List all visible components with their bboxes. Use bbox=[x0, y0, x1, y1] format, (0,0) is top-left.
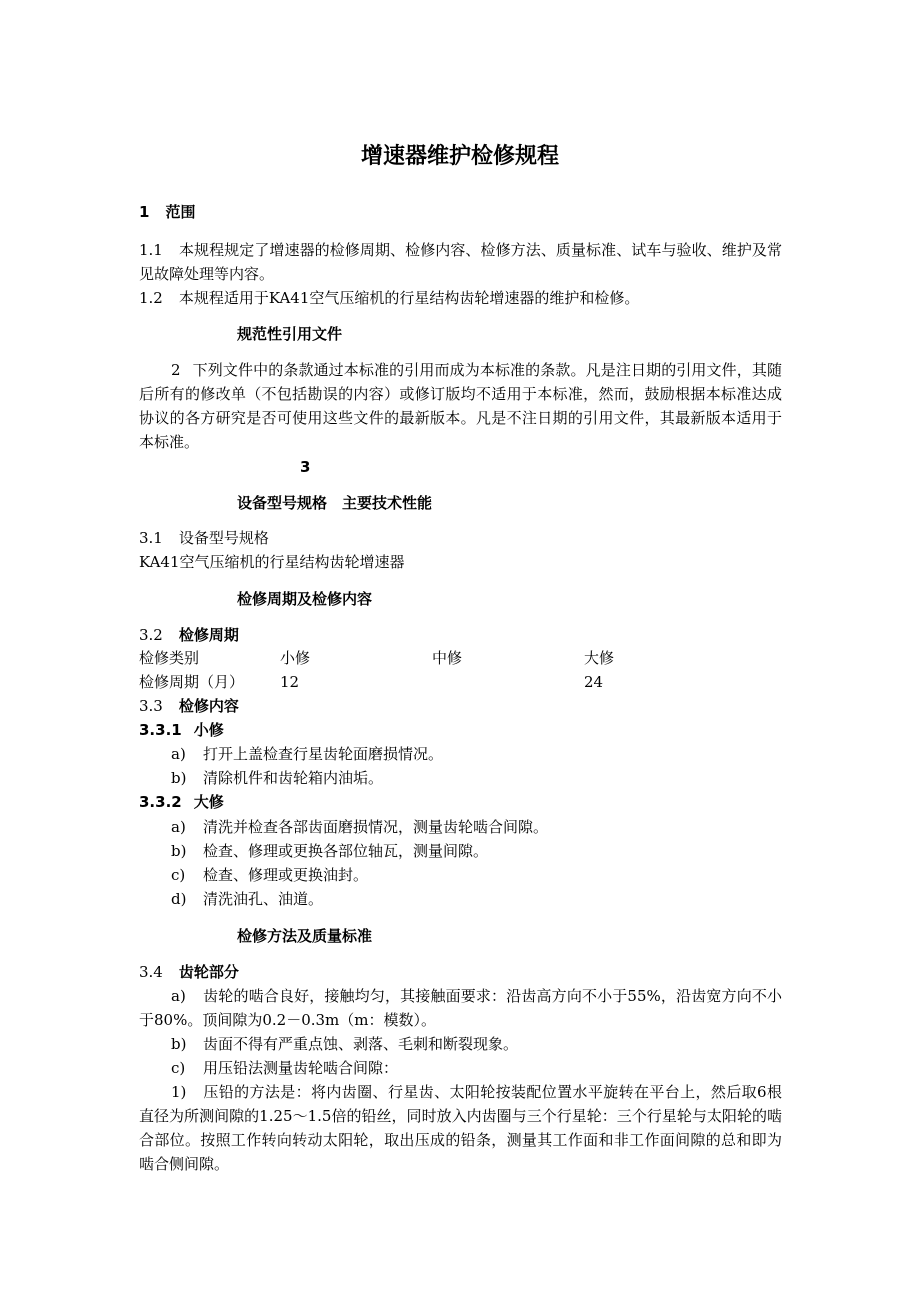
item-text: 打开上盖检查行星齿轮面磨损情况。 bbox=[203, 745, 444, 763]
item-label: a) bbox=[171, 745, 186, 763]
clause-3-4 bbox=[139, 960, 782, 984]
section-number: 1 bbox=[139, 203, 150, 221]
clause-3-1 bbox=[139, 526, 782, 550]
item-label: c) bbox=[171, 866, 186, 884]
clause-3-3-1 bbox=[139, 718, 782, 742]
clause-number: 1.1 bbox=[139, 241, 163, 259]
section-2-heading: 规范性引用文件 bbox=[237, 325, 343, 343]
item-text: 齿轮的啮合良好，接触均匀，其接触面要求：沿齿高方向不小于55%，沿齿宽方向不小于80%。顶间隙为0.2－0.3m（m：模数）。 bbox=[139, 987, 782, 1029]
clause-number: 3.4 bbox=[139, 963, 163, 981]
clause-1-2 bbox=[139, 286, 782, 310]
equipment-model: KA41空气压缩机的行星结构齿轮增速器 bbox=[139, 553, 405, 571]
clause-number: 3.3 bbox=[139, 697, 163, 715]
table-cell: 24 bbox=[584, 673, 604, 691]
clause-number: 3.3.2 bbox=[139, 793, 182, 811]
item-label: 1) bbox=[171, 1083, 187, 1101]
clause-number: 3.2 bbox=[139, 626, 163, 644]
clause-title: 检修内容 bbox=[178, 697, 239, 715]
list-item bbox=[139, 887, 814, 911]
section-1-heading bbox=[139, 200, 782, 224]
clause-number: 1.2 bbox=[139, 289, 163, 307]
clause-title: 齿轮部分 bbox=[178, 963, 239, 981]
item-text: 检查、修理或更换各部位轴瓦，测量间隙。 bbox=[203, 842, 489, 860]
section-title: 范围 bbox=[165, 203, 196, 221]
item-label: d) bbox=[171, 890, 187, 908]
item-label: b) bbox=[171, 842, 187, 860]
table-cell: 检修类别 bbox=[139, 649, 200, 667]
list-item bbox=[139, 839, 814, 863]
item-label: a) bbox=[171, 818, 186, 836]
item-text: 用压铅法测量齿轮啮合间隙： bbox=[203, 1059, 399, 1077]
table-cell: 大修 bbox=[584, 649, 615, 667]
clause-3-3-2 bbox=[139, 790, 782, 814]
clause-text: 设备型号规格 bbox=[178, 529, 269, 547]
section-3-number: 3 bbox=[300, 458, 311, 476]
clause-number: 3.3.1 bbox=[139, 721, 182, 739]
item-label: b) bbox=[171, 1035, 187, 1053]
table-cell: 12 bbox=[280, 673, 300, 691]
clause-title: 检修周期 bbox=[178, 626, 239, 644]
gear-item-b bbox=[139, 1032, 814, 1056]
list-item bbox=[139, 815, 814, 839]
table-cell: 小修 bbox=[280, 649, 311, 667]
clause-3-2 bbox=[139, 623, 782, 647]
list-item bbox=[139, 742, 814, 766]
document-title: 增速器维护检修规程 bbox=[360, 144, 559, 169]
clause-text: 本规程规定了增速器的检修周期、检修内容、检修方法、质量标准、试车与验收、维护及常见故障处理等内容。 bbox=[139, 241, 782, 283]
gear-item-a bbox=[139, 984, 782, 1032]
item-text: 清洗并检查各部齿面磨损情况，测量齿轮啮合间隙。 bbox=[203, 818, 549, 836]
clause-3-3 bbox=[139, 694, 782, 718]
clause-title: 大修 bbox=[193, 793, 224, 811]
clause-title: 小修 bbox=[193, 721, 224, 739]
clause-text: 下列文件中的条款通过本标准的引用而成为本标准的条款。凡是注日期的引用文件，其随后所有的修改单（不包括勘误的内容）或修订版均不适用于本标准，然而，鼓励根据本标准达成协议的各方研究是否可使用这些文件的最新版本。凡是不注日期的引用文件，其最新版本适用于本标准。 bbox=[139, 361, 782, 451]
list-item bbox=[139, 863, 814, 887]
clause-1-1 bbox=[139, 238, 782, 286]
item-text: 齿面不得有严重点蚀、剥落、毛刺和断裂现象。 bbox=[203, 1035, 519, 1053]
list-item bbox=[139, 766, 814, 790]
item-text: 压铅的方法是：将内齿圈、行星齿、太阳轮按装配位置水平旋转在平台上，然后取6根直径为所测间隙的1.25～1.5倍的铅丝，同时放入内齿圈与三个行星轮：三个行星轮与太阳轮的啮合部位。按照工作转向转动太阳轮，取出压成的铅条，测量其工作面和非工作面间隙的总和即为啮合侧间隙。 bbox=[139, 1083, 782, 1173]
table-cell: 中修 bbox=[432, 649, 463, 667]
inspection-heading: 检修周期及检修内容 bbox=[237, 590, 373, 608]
item-label: b) bbox=[171, 769, 187, 787]
table-cell: 检修周期（月） bbox=[139, 673, 245, 691]
gear-item-c bbox=[139, 1056, 814, 1080]
item-text: 清洗油孔、油道。 bbox=[203, 890, 324, 908]
item-label: a) bbox=[171, 987, 186, 1005]
item-label: c) bbox=[171, 1059, 186, 1077]
clause-number: 2 bbox=[171, 361, 181, 379]
item-text: 清除机件和齿轮箱内油垢。 bbox=[203, 769, 384, 787]
gear-item-c1 bbox=[139, 1080, 782, 1176]
section-3-heading: 设备型号规格 主要技术性能 bbox=[237, 494, 433, 512]
method-heading: 检修方法及质量标准 bbox=[237, 927, 373, 945]
clause-2 bbox=[139, 358, 782, 454]
item-text: 检查、修理或更换油封。 bbox=[203, 866, 369, 884]
clause-number: 3.1 bbox=[139, 529, 163, 547]
clause-text: 本规程适用于KA41空气压缩机的行星结构齿轮增速器的维护和检修。 bbox=[178, 289, 640, 307]
